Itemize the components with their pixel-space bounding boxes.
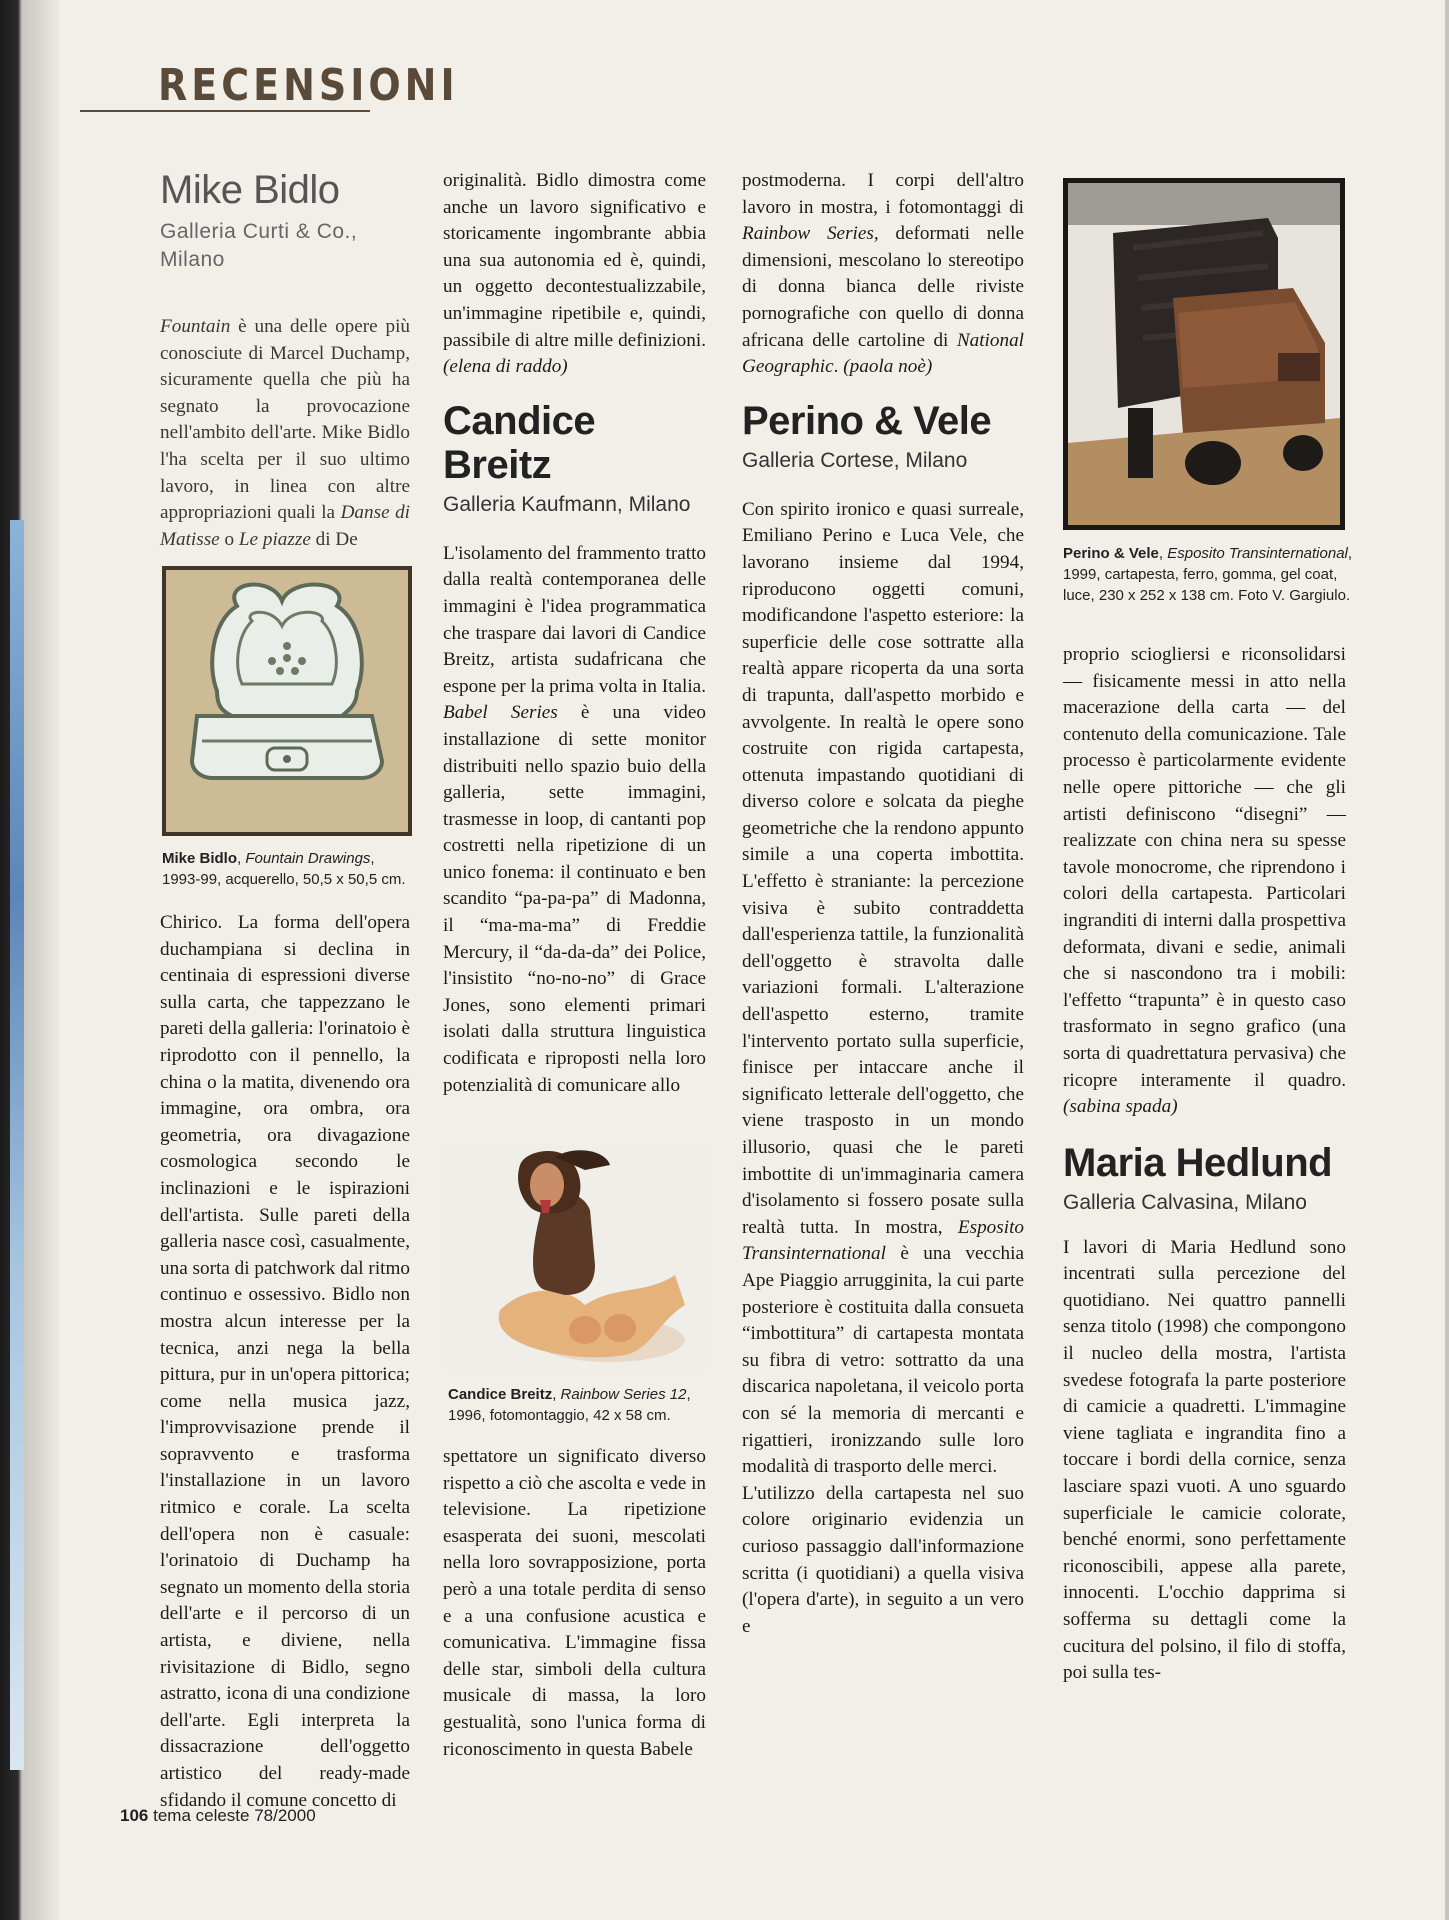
caption-artist: Candice Breitz [448,1386,553,1403]
review-artist-bidlo: Mike Bidlo [160,168,340,212]
review-text-bidlo-intro [160,314,410,553]
artwork-image-rainbow-series [445,1145,707,1370]
review-text-perino-end [1063,642,1346,1121]
artwork-image-fountain-drawings [162,566,412,836]
page-right-edge [1445,0,1449,1920]
text-span: di De [310,528,358,550]
text-span: o [219,528,239,550]
text-span: , deformati nelle dimensioni, mescolano lo stereotipo di donna bianca delle riviste pornografiche con quello di donna africana delle cartoline di [742,223,1024,351]
review-text-breitz-body: spettatore un significato diverso rispetto a ciò che ascolta e vede in televisione. La ripetizione esasperata dei suoni, mescolati nella loro sovrapposizione, porta però a una totale perdita di senso e a una confusione acustica e comunicativa. L'immagine fissa delle star, simboli della cultura musicale di massa, la loro gestualità, sono l'unica forma di riconoscimento in questa Babele [443,1446,706,1760]
page-folio [120,1806,316,1826]
gallery-line-1: Galleria Curti & Co., [160,220,358,243]
review-gallery-perino: Galleria Cortese, Milano [742,448,968,472]
caption-title: Esposito Transinternational [1167,545,1348,562]
review-artist-hedlund: Maria Hedlund [1063,1140,1333,1185]
text-span: è una vecchia Ape Piaggio arrugginita, la cui parte posteriore è costituita dalla consueta “imbottitura” di cartapesta montata su fibra di vetro: sottratto da una discarica napoletana, il veicolo porta con sé la memoria di mercanti e rigattieri, ironizzando sulle loro modalità di trasporto delle merci. [742,1243,1024,1478]
column-3 [742,168,1024,1640]
italic-title: Danse di Matisse [160,502,410,550]
review-artist-breitz: Candice Breitz [443,398,596,487]
italic-title: Babel Series [443,702,558,724]
artwork-image-esposito-transinternational [1063,178,1345,530]
review-author-breitz: (paola noè) [843,356,933,378]
section-header [80,59,459,112]
rainbow-series-photomontage [445,1145,707,1370]
column-1 [160,168,410,553]
review-text-hedlund: I lavori di Maria Hedlund sono incentrati sulla percezione del quotidiano. Nei quattro pannelli senza titolo (1998) che compongono il nucleo della mostra, l'artista svedese fotografa la parte posteriore di camicie a quadretti. L'immagine viene tagliata e ingrandita fino a toccare i bordi della cornice, senza lasciare spazi vuoti. A uno sguardo superficiale le camicie colorate, benché enormi, sono perfettamente riconoscibili, appese alla parete, innocenti. L'occhio dapprima si sofferma su dettagli come la cucitura del polsino, il filo di stoffa, poi sulla tes- [1063,1236,1346,1684]
caption-title: Fountain Drawings [245,850,371,867]
caption-breitz: Candice Breitz, Rainbow Series 12, 1996, fotomontaggio, 42 x 58 cm. [448,1386,691,1424]
text-span: originalità. Bidlo dimostra come anche un lavoro significativo e storicamente ingombrante abbia una sua autonomia ed è, quindi, un oggetto decontestualizzabile, un'immagine ripetibile e, quindi, passibile di altre mille definizioni. [443,170,706,351]
text-span: è una delle opere più conosciute di Marcel Duchamp, sicuramente quella che più ha segnato la provocazione nell'ambito dell'arte. Mike Bidlo l'ha scelta per il suo ultimo lavoro, in linea con altre appropriazioni quali la [160,316,410,524]
caption-perino: Perino & Vele, Esposito Transinternational, 1999, cartapesta, ferro, gomma, gel coat, luce, 230 x 252 x 138 cm. Foto V. Gargiulo. [1063,545,1353,604]
section-title: RECENSIONI [158,59,459,111]
page-number: 106 [120,1806,149,1825]
text-span: L'isolamento del frammento tratto dalla realtà contemporanea delle immagini è l'idea programmatica che traspare dai lavori di Candice Breitz, artista sudafricana che espone per la prima volta in Italia. [443,542,706,697]
fountain-drawing-illustration [162,566,412,836]
caption-details: 1996, fotomontaggio, 42 x 58 cm. [448,1407,671,1424]
review-gallery-hedlund: Galleria Calvasina, Milano [1063,1190,1307,1214]
review-gallery-breitz: Galleria Kaufmann, Milano [443,492,691,516]
caption-details: 1999, cartapesta, ferro, gomma, gel coat, luce, 230 x 252 x 138 cm. Foto V. Gargiulo. [1063,566,1351,604]
caption-title: Rainbow Series 12 [560,1386,687,1403]
column-4-text [1063,642,1346,1687]
review-artist-perino: Perino & Vele [742,398,992,443]
text-span: è una video installazione di sette monitor distribuiti nello spazio buio della galleria, sette immagini, trasmesse in loop, di cantanti pop costretti nella ripetizione di un unico fonema: il continuato e ben scandito “pa-pa-pa” di Madonna, il “ma-ma-ma” di Freddie Mercury, il “da-da-da” dei Police, l'insistito “no-no-no” di Grace Jones, sono elementi primari isolati dalla struttura linguistica codificata e riproposti nella loro potenzialità di comunicare allo [443,702,706,1096]
review-author-bidlo: (elena di raddo) [443,356,568,378]
page-binding-edge [0,0,60,1920]
text-span: Con spirito ironico e quasi surreale, Emiliano Perino e Luca Vele, che lavorano insieme dal 1994, riproducono oggetti comuni, modificandone l'aspetto esteriore: la superficie delle cose sottratte alla realtà appare ricoperta da una sorta di trapunta, dall'aspetto morbido e avvolgente. In realtà le opere sono costruite con rigida cartapesta, ottenuta impastando quotidiani di diverso colore e solcata da pieghe geometriche che la rendono appunto simile a una coperta imbottita. L'effetto è straniante: la percezione visiva è subito contraddetta dall'esperienza tattile, la funzionalità dell'oggetto è stravolta dalle variazioni formali. L'alterazione dell'aspetto esterno, tramite l'intervento portato sulla superficie, finisce per intaccare anche il significato letterale dell'oggetto, che viene trasposto in un mondo illusorio, quasi che le pareti imbottite di un'immaginaria camera d'isolamento si fossero posate sulla realtà tutta. In mostra, [742,498,1024,1238]
italic-title: Esposito Transinternational [742,1216,1024,1265]
italic-title: Le piazze [238,528,311,550]
caption-bidlo: Mike Bidlo, Fountain Drawings, 1993-99, acquerello, 50,5 x 50,5 cm. [162,850,406,888]
caption-artist: Mike Bidlo [162,850,238,867]
review-text-breitz-intro [443,541,706,1099]
review-text-perino-p2: L'utilizzo della cartapesta nel suo colore originario evidenzia un curioso passaggio dall'informazione scritta (i quotidiani) a quella visiva (l'opera d'arte), in seguito a un vero e [742,1482,1024,1637]
review-text-breitz-end [742,168,1024,381]
caption-details: 1993-99, acquerello, 50,5 x 50,5 cm. [162,871,406,888]
caption-artist: Perino & Vele [1063,545,1159,562]
gallery-line-2: Milano [160,248,225,271]
column-2 [443,168,706,1099]
italic-title: National Geographic [742,329,1024,378]
review-text-perino-body [742,497,1024,1481]
review-text-bidlo-body: Chirico. La forma dell'opera duchampiana si declina in centinaia di espressioni diverse sulla carta, che tappezzano le pareti della galleria: l'orinatoio è riprodotto con il pennello, la china o la matita, divenendo ora immagine, ora ombra, ora geometria, ora divagazione cosmologica secondo le inclinazioni e le ispirazioni dell'artista. Sulle pareti della galleria nasce così, casualmente, una sorta di patchwork dal ritmo continuo e ossessivo. Bidlo non mostra alcun interesse per la tecnica, anzi nega la bella pittura, pur in un'opera pittorica; come nella musica jazz, l'improvvisazione prende il sopravvento e trasforma l'installazione in un lavoro ritmico e corale. La scelta dell'opera non è casuale: l'orinatoio di Duchamp ha segnato un momento della storia dell'arte e il percorso di un artista, e diviene, nella rivisitazione di Bidlo, segno astratto, icona di una condizione dell'arte. Egli interpreta la dissacrazione dell'oggetto artistico del ready-made sfidando il comune concetto di [160,912,410,1811]
italic-title: Rainbow Series [742,223,874,245]
magazine-issue: tema celeste 78/2000 [153,1806,316,1825]
review-author-perino: (sabina spada) [1063,1096,1178,1118]
italic-title: Fountain [160,316,231,337]
adjacent-page-strip [10,520,24,1770]
text-span: . [833,356,844,378]
review-gallery-bidlo [160,218,410,274]
text-span: postmoderna. I corpi dell'altro lavoro in mostra, i fotomontaggi di [742,170,1024,218]
text-span: proprio sciogliersi e riconsolidarsi — fisicamente messi in atto nella macerazione della carta — del contenuto della comunicazione. Tale processo è particolarmente evidente nelle opere pittoriche — che gli artisti definiscono “disegni” — realizzate con china nera su spesse tavole monocrome, che riprendono i colori della cartapesta. Particolari ingranditi di interni dalla prospettiva deformata, divani e sedie, animali che si nascondono tra i mobili: l'effetto “trapunta” è in questo caso trasformato in segno grafico (una sorta di quadrettatura pervasiva) che ricopre interamente il quadro. [1063,644,1346,1091]
review-text-bidlo-end [443,168,706,381]
ape-piaggio-sculpture-photo [1063,178,1345,530]
